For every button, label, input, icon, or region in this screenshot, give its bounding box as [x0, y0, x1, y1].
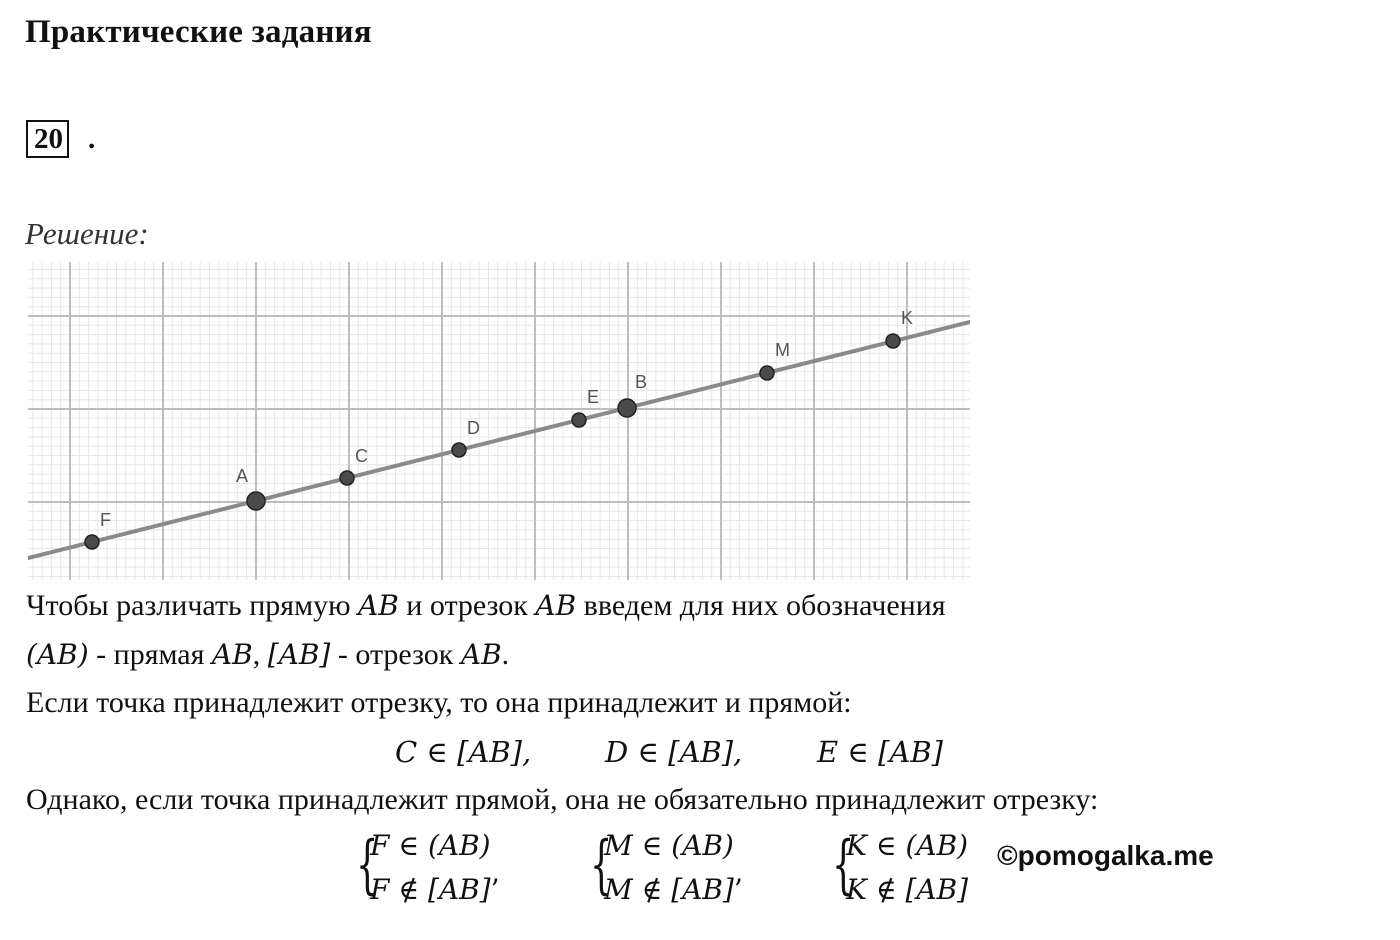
- text-segment: - отрезок: [330, 638, 461, 671]
- math-line-notation: (AB): [26, 638, 89, 671]
- formula-e-in-segment: E ∈ [AB]: [817, 735, 943, 769]
- task-number-box: 20: [26, 120, 69, 158]
- solution-label: Решение:: [25, 216, 149, 251]
- system-brace: {: [590, 828, 613, 902]
- math-segment-notation: [AB]: [267, 638, 331, 671]
- text-line-2: [26, 637, 509, 673]
- text-segment: ,: [252, 638, 268, 671]
- point-f: [85, 535, 99, 549]
- point-label-m: M: [775, 340, 790, 360]
- point-label-f: F: [100, 510, 111, 530]
- text-line-1: [26, 588, 946, 624]
- point-m: [760, 366, 774, 380]
- system-row: F ∈ (AB): [370, 829, 491, 862]
- text-segment: - прямая: [88, 638, 212, 671]
- point-e: [572, 413, 586, 427]
- text-segment: Чтобы различать прямую: [26, 589, 358, 622]
- text-segment: введем для них обозначения: [576, 589, 946, 622]
- text-line-4: Однако, если точка принадлежит прямой, она не обязательно принадлежит отрезку:: [26, 783, 1099, 816]
- formula-d-in-segment: D ∈ [AB],: [605, 735, 743, 769]
- watermark: ©pomogalka.me: [997, 840, 1214, 871]
- point-label-b: B: [635, 372, 648, 392]
- line-ab: [28, 322, 970, 558]
- point-k: [886, 334, 900, 348]
- text-segment: и отрезок: [398, 589, 536, 622]
- point-d: [452, 443, 466, 457]
- point-label-a: A: [236, 466, 249, 486]
- system-row: K ∉ [AB]: [846, 873, 969, 906]
- grid: [28, 262, 970, 580]
- text-line-3: Если точка принадлежит отрезку, то она принадлежит и прямой:: [26, 686, 852, 719]
- math-ab: AB: [211, 638, 253, 671]
- page-heading: Практические задания: [25, 14, 372, 50]
- formula-c-in-segment: C ∈ [AB],: [395, 735, 532, 769]
- point-label-e: E: [587, 387, 600, 407]
- point-label-k: K: [901, 308, 914, 328]
- system-brace: {: [356, 828, 379, 902]
- point-label-c: C: [355, 446, 368, 466]
- math-ab: AB: [535, 589, 577, 622]
- point-c: [340, 471, 354, 485]
- system-row: K ∈ (AB): [846, 829, 969, 862]
- text-segment: .: [501, 638, 510, 671]
- point-b: [618, 399, 636, 417]
- point-a: [247, 492, 265, 510]
- math-ab: AB: [460, 638, 502, 671]
- math-ab: AB: [358, 589, 399, 622]
- system-row: M ∈ (AB): [604, 829, 734, 862]
- task-number-dot: .: [88, 123, 96, 155]
- system-brace: {: [832, 828, 855, 902]
- point-label-d: D: [467, 418, 480, 438]
- system-row: M ∉ [AB]’: [604, 873, 743, 906]
- system-row: F ∉ [AB]’: [370, 873, 500, 906]
- line-figure: [28, 262, 970, 580]
